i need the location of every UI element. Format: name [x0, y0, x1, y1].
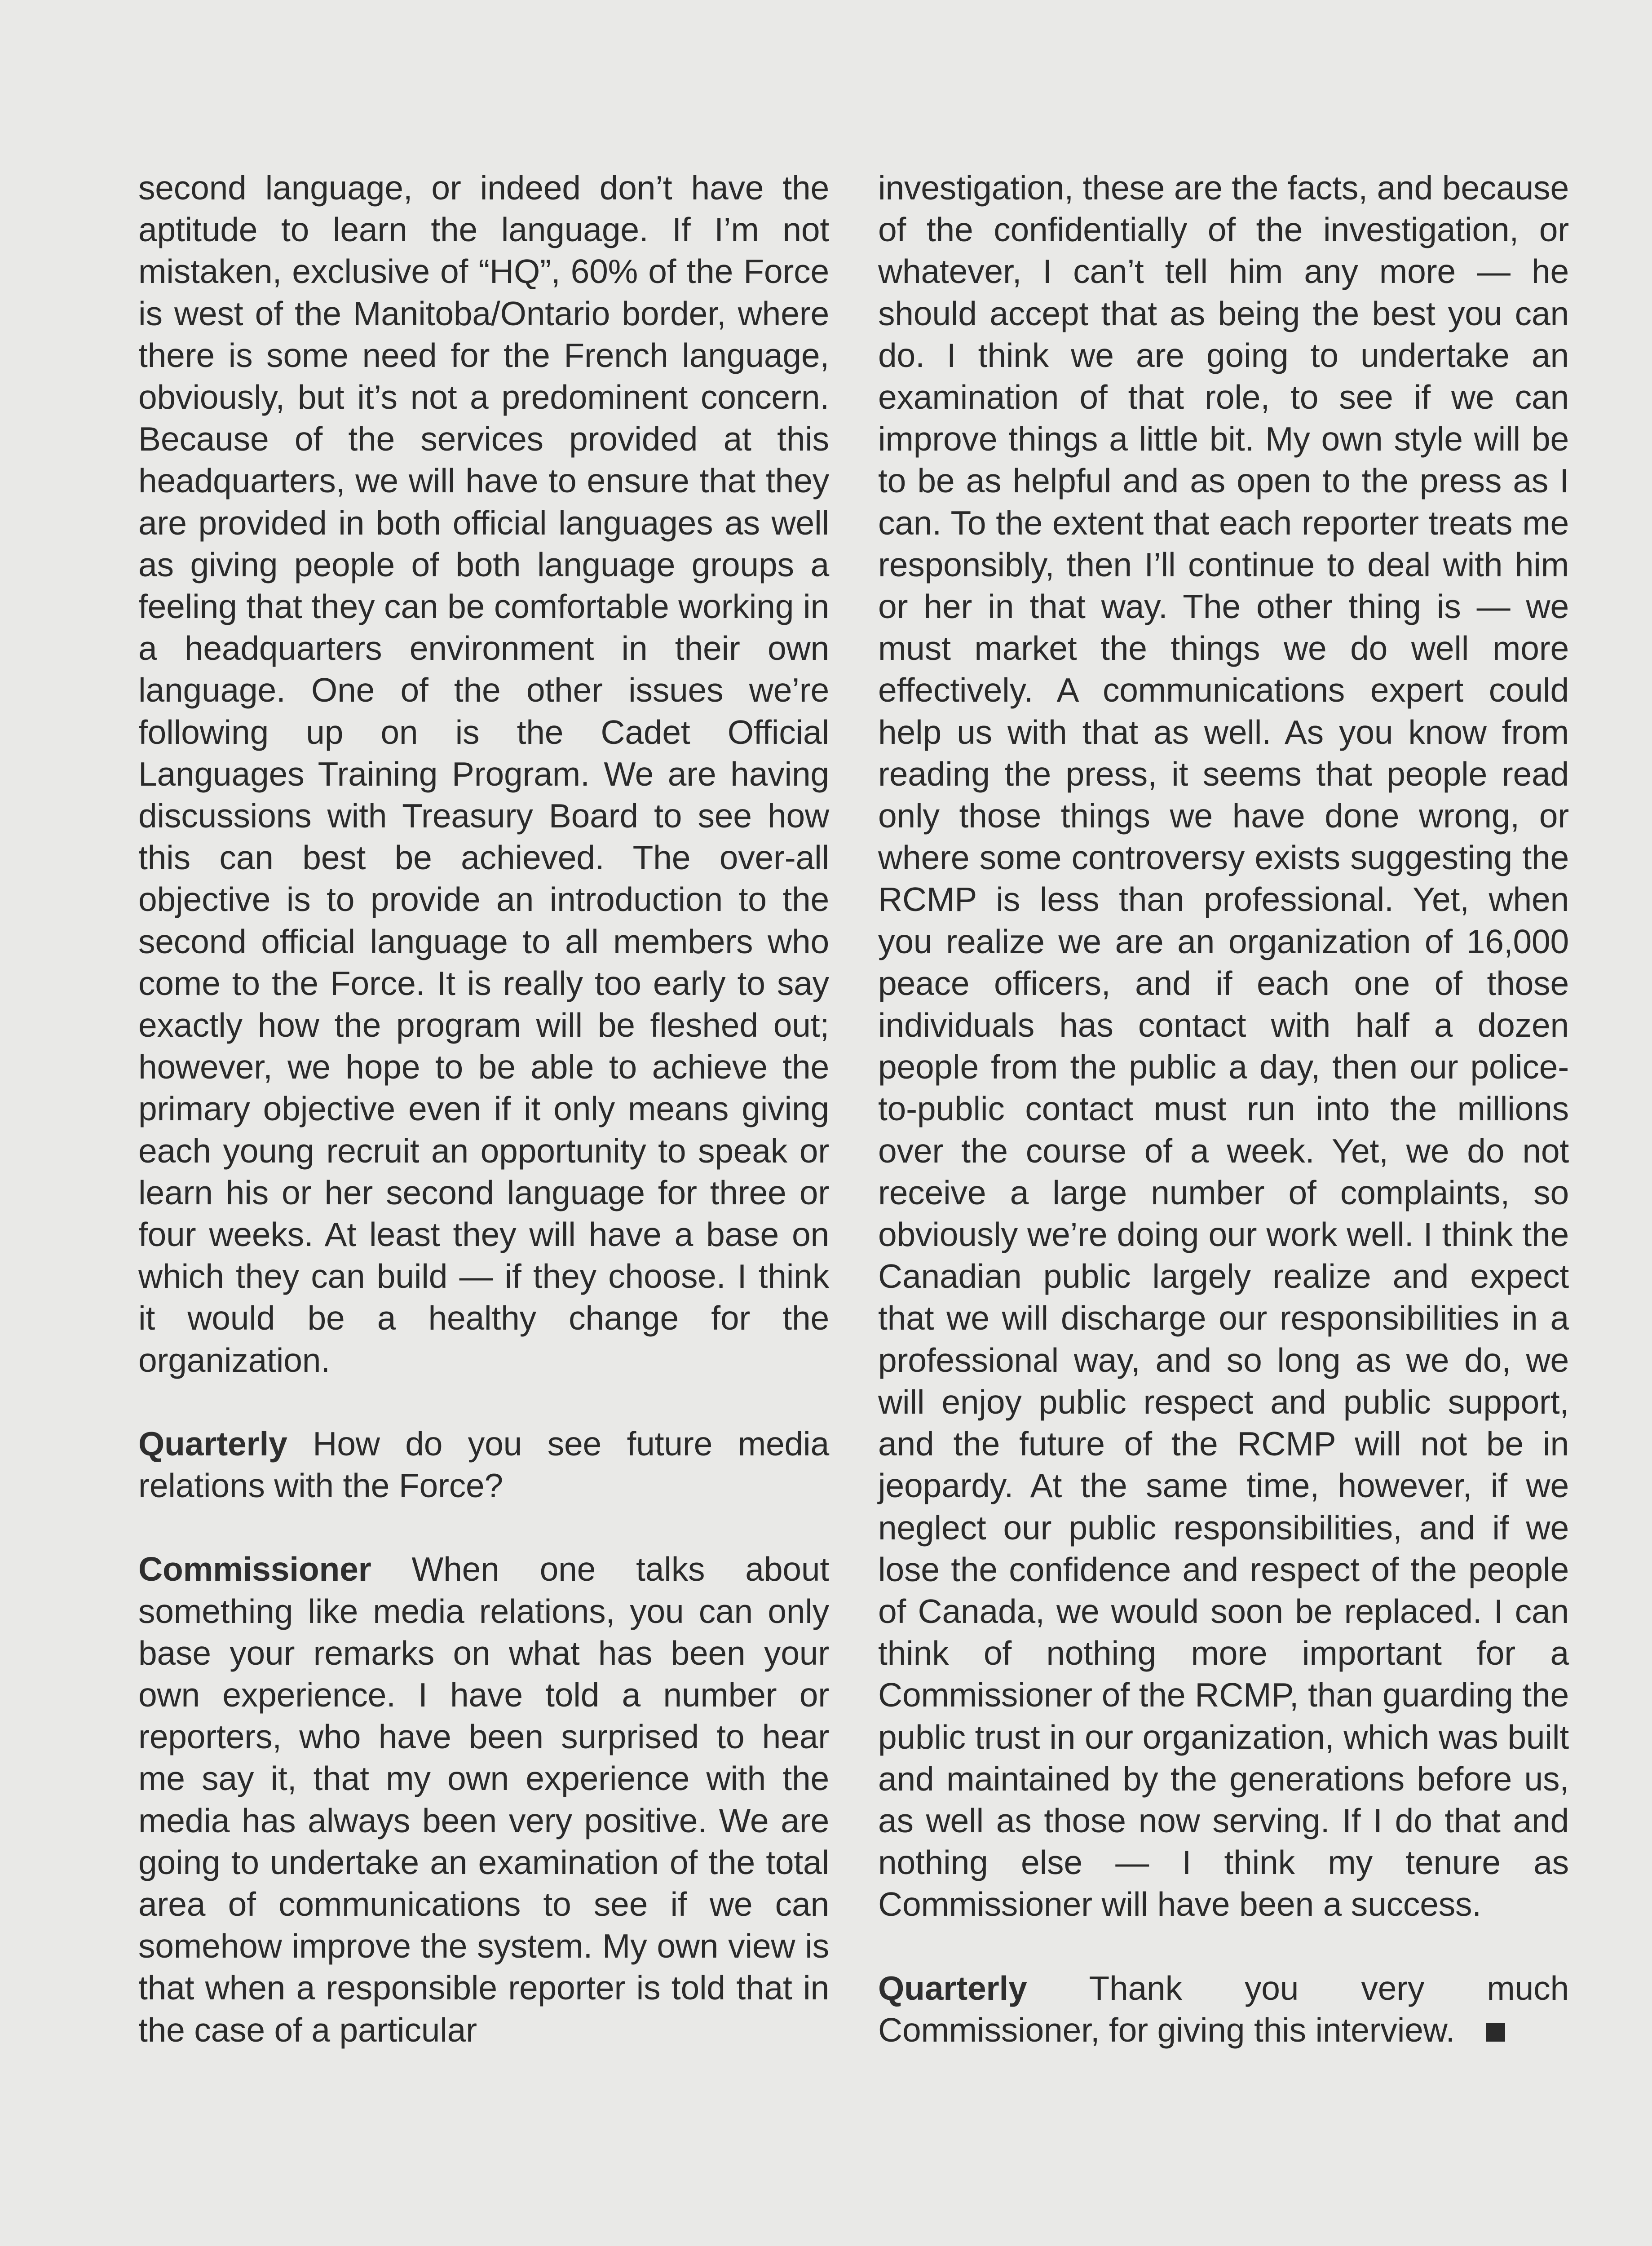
end-of-article-square-icon — [1486, 2023, 1505, 2042]
speaker-label-quarterly: Quarterly — [878, 1969, 1027, 2007]
answer-continued-paragraph: second language, or indeed don’t have the aptitude to learn the language. If I’m not mistaken, exclusive of “HQ”, 60% of the Force is west of the Manitoba/Ontario border, where there is some need for the French language, obviously, but it’s not a predominent concern. Because of the services provided at this headquarters, we will have to ensure that they are provided in both official languages as well as giving people of both language groups a feeling that they can be comfortable working in a headquarters environment in their own language. One of the other issues we’re following up on is the Cadet Official Languages Training Program. We are having discussions with Treasury Board to see how this can best be achieved. The over-all objective is to provide an introduction to the second official language to all members who come to the Force. It is really too early to say exactly how the program will be fleshed out; however, we hope to be able to achieve the primary objective even if it only means giving each young recruit an opportunity to speak or learn his or her second language for three or four weeks. At least they will have a base on which they can build — if they choose. I think it would be a healthy change for the organization. — [138, 169, 829, 1379]
closing-paragraph — [878, 1967, 1569, 2051]
answer-continued-paragraph: investigation, these are the facts, and because of the confidentially of the investigation, or whatever, I can’t tell him any more — he should accept that as being the best you can do. I think we are going to undertake an examination of that role, to see if we can improve things a little bit. My own style will be to be as helpful and as open to the press as I can. To the extent that each reporter treats me responsibly, then I’ll continue to deal with him or her in that way. The other thing is — we must market the things we do well more effectively. A communications expert could help us with that as well. As you know from reading the press, it seems that people read only those things we have done wrong, or where some controversy exists suggesting the RCMP is less than professional. Yet, when you realize we are an organization of 16,000 peace officers, and if each one of those individuals has contact with half a dozen people from the public a day, then our police-to-public contact must run into the millions over the course of a week. Yet, we do not receive a large number of complaints, so obviously we’re doing our work well. I think the Canadian public largely realize and expect that we will discharge our responsibilities in a professional way, and so long as we do, we will enjoy public respect and public support, and the future of the RCMP will not be in jeopardy. At the same time, however, if we neglect our public responsibilities, and if we lose the confidence and respect of the people of Canada, we would soon be replaced. I can think of nothing more important for a Commissioner of the RCMP, than guarding the public trust in our organization, which was built and maintained by the generations before us, as well as those now serving. If I do that and nothing else — I think my tenure as Commissioner will have been a success. — [878, 169, 1569, 1923]
speaker-label-quarterly: Quarterly — [138, 1424, 287, 1463]
question-paragraph — [138, 1423, 829, 1507]
closing-text: Thank you very much Commissioner, for giving this interview. — [878, 1969, 1569, 2049]
answer-paragraph — [138, 1548, 829, 2051]
left-column — [138, 167, 829, 2051]
answer-text: When one talks about something like media relations, you can only base your remarks on what has been your own experience. I have told a number or reporters, who have been surprised to hear me say it, that my own experience with the media has always been very positive. We are going to undertake an examination of the total area of communications to see if we can somehow improve the system. My own view is that when a responsible reporter is told that in the case of a particular — [138, 1550, 829, 2049]
speaker-label-commissioner: Commissioner — [138, 1550, 371, 1588]
question-text: How do you see future media relations with the Force? — [138, 1424, 829, 1505]
right-column — [878, 167, 1569, 2051]
